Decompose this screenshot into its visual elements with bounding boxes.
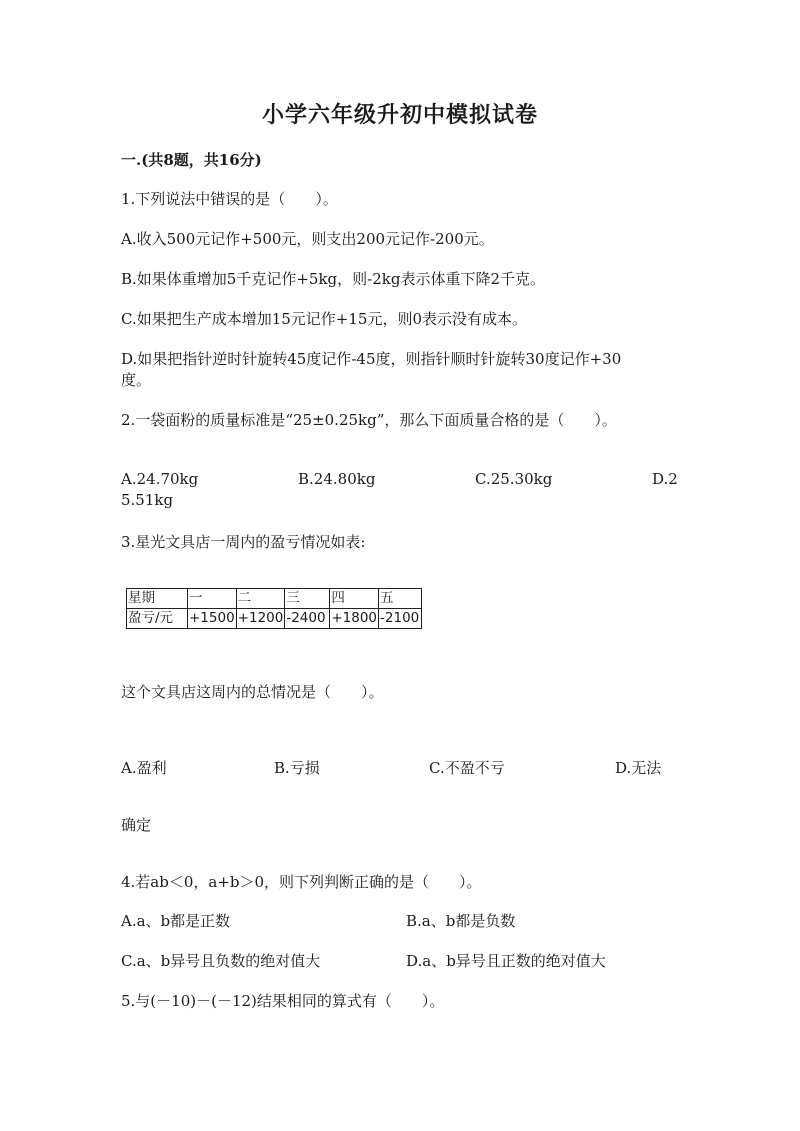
table-cell: -2400 — [285, 609, 330, 629]
q2-option-b: B.24.80kg — [298, 470, 376, 488]
q1-option-d: D.如果把指针逆时针旋转45度记作-45度，则指针顺时针旋转30度记作+30 — [121, 350, 622, 368]
table-cell: -2100 — [379, 609, 422, 629]
section-heading: 一.(共8题，共16分) — [121, 151, 262, 169]
table-cell: +1200 — [236, 609, 285, 629]
q4-stem: 4.若ab＜0，a+b＞0，则下列判断正确的是（ ）。 — [121, 873, 482, 891]
q3-option-a: A.盈利 — [121, 759, 167, 777]
profit-loss-table — [126, 588, 422, 629]
table-cell: 星期 — [127, 589, 188, 609]
q3-option-d-continued: 确定 — [121, 816, 152, 834]
q2-option-d-continued: 5.51kg — [121, 491, 174, 509]
q3-option-d: D.无法 — [615, 759, 662, 777]
q1-option-c: C.如果把生产成本增加15元记作+15元，则0表示没有成本。 — [121, 310, 527, 328]
q2-option-c: C.25.30kg — [475, 470, 553, 488]
q1-stem: 1.下列说法中错误的是（ ）。 — [121, 190, 338, 208]
table-cell: 一 — [188, 589, 237, 609]
q2-option-d: D.2 — [652, 470, 678, 488]
page-title: 小学六年级升初中模拟试卷 — [261, 102, 538, 128]
table-cell: 三 — [285, 589, 330, 609]
q3-option-b: B.亏损 — [274, 759, 320, 777]
table-cell: 盈亏/元 — [127, 609, 188, 629]
q3-question: 这个文具店这周内的总情况是（ ）。 — [121, 683, 384, 701]
table-cell: +1500 — [188, 609, 237, 629]
q1-option-a: A.收入500元记作+500元，则支出200元记作-200元。 — [121, 230, 494, 248]
q4-option-b: B.a、b都是负数 — [406, 912, 516, 930]
q4-option-d: D.a、b异号且正数的绝对值大 — [406, 952, 606, 970]
q1-option-b: B.如果体重增加5千克记作+5kg，则-2kg表示体重下降2千克。 — [121, 270, 545, 288]
table-cell: +1800 — [330, 609, 379, 629]
q4-option-a: A.a、b都是正数 — [121, 912, 231, 930]
q1-option-d-continued: 度。 — [121, 371, 152, 389]
q4-option-c: C.a、b异号且负数的绝对值大 — [121, 952, 321, 970]
q5-stem: 5.与(－10)－(－12)结果相同的算式有（ ）。 — [121, 992, 445, 1010]
table-header-row — [127, 589, 422, 609]
table-row — [127, 609, 422, 629]
table-cell: 五 — [379, 589, 422, 609]
q2-option-a: A.24.70kg — [121, 470, 199, 488]
q2-stem: 2.一袋面粉的质量标准是“25±0.25kg”，那么下面质量合格的是（ ）。 — [121, 411, 617, 429]
table-cell: 四 — [330, 589, 379, 609]
table-cell: 二 — [236, 589, 285, 609]
q3-option-c: C.不盈不亏 — [429, 759, 505, 777]
q3-stem: 3.星光文具店一周内的盈亏情况如表: — [121, 533, 366, 551]
